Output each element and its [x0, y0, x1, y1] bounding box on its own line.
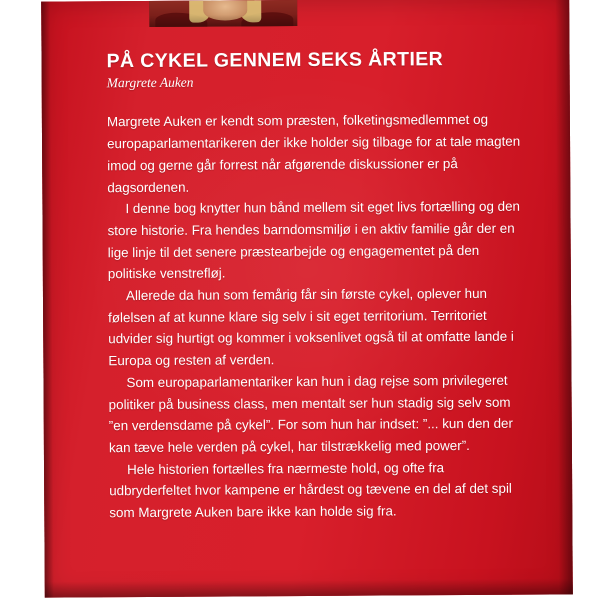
blurb-paragraph: I denne bog knytter hun bånd mellem sit eget livs fortælling og den store historie. Fra hendes barndomsmiljø i en aktiv familie går der en lige linje til det senere præstearbejde og engagementet på den politiske venstrefløj.	[107, 198, 521, 282]
book-cover	[41, 0, 573, 598]
portrait-photo	[149, 0, 297, 27]
blurb-paragraph: Margrete Auken er kendt som præsten, folketingsmedlemmet og europaparlamentarikeren der ikke holder sig tilbage for at tale magten imod og gerne går forrest når afgørende diskussioner er på dagsordenen.	[106, 112, 521, 195]
blurb-paragraph: Hele historien fortælles fra nærmeste hold, og ofte fra udbryderfeltet hvor kampene er hårdest og tævene en del af det spil som Margrete Auken bare ikke kan holde sig fra.	[109, 459, 512, 521]
cover-bottom-shadow	[45, 578, 573, 597]
book-author: Margrete Auken	[106, 75, 194, 91]
blurb-paragraph: Som europaparlamentariker kan hun i dag rejse som privilegeret politiker på business class, men mentalt ser hun stadig sig selv som ”en verdensdame på cykel”. For som hun har indset: ”... kun den der kan tæve hele verden på cykel, har tilstrækkelig med power”.	[108, 372, 513, 456]
book-title: PÅ CYKEL GENNEM SEKS ÅRTIER	[106, 48, 444, 73]
portrait-shading	[149, 0, 297, 27]
blurb-paragraph: Allerede da hun som femårig får sin første cykel, oplever hun følelsen af at kunne klare sig selv i sit eget territorium. Territoriet udvider sig hurtigt og kommer i voksenlivet også til at omfatte lande i Europa og resten af verden.	[108, 285, 514, 369]
blurb	[107, 109, 530, 524]
cover-left-shadow	[41, 2, 54, 598]
cover-right-shadow	[555, 0, 573, 594]
back-cover-text	[106, 49, 529, 524]
